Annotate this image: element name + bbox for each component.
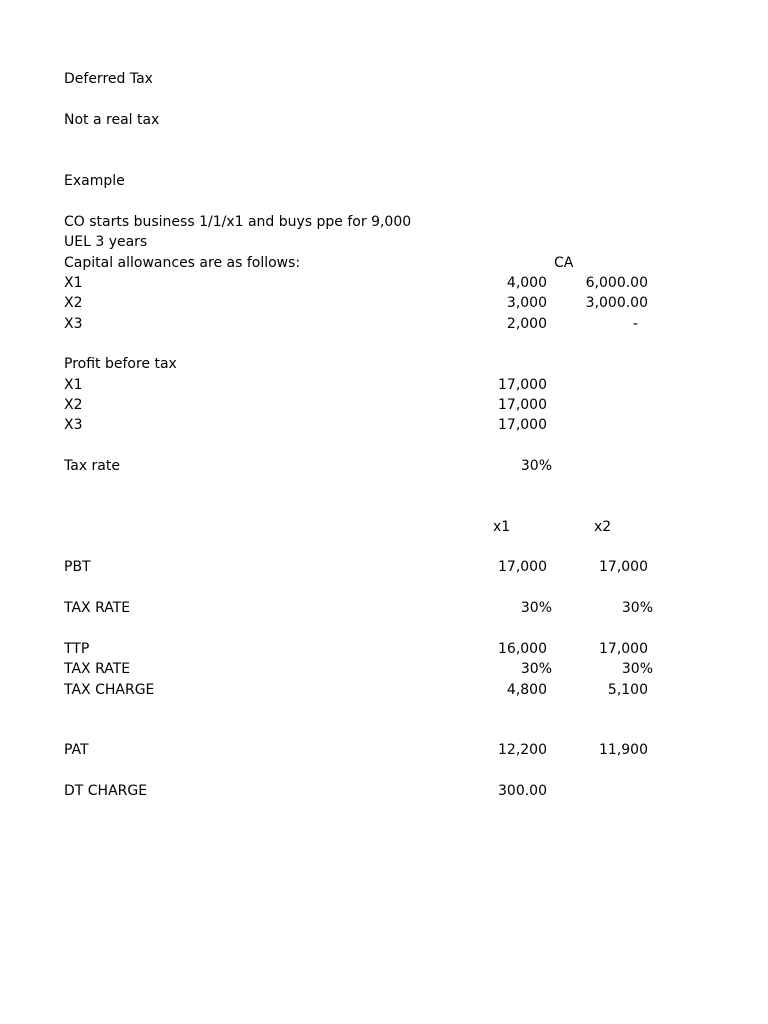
- pbt-x1: 17,000: [498, 559, 547, 575]
- profit-value: 17,000: [498, 417, 547, 433]
- profit-year: X1: [64, 377, 83, 393]
- scenario-line-1: CO starts business 1/1/x1 and buys ppe for 9,000: [64, 214, 412, 230]
- example-heading: Example: [64, 173, 125, 189]
- dt-charge-label: DT CHARGE: [64, 783, 148, 799]
- tax-charge-x1: 4,800: [506, 682, 547, 698]
- allowance-ca: 6,000.00: [585, 275, 648, 291]
- tax-rate-row-label: TAX RATE: [64, 661, 131, 677]
- profit-year: X2: [64, 397, 83, 413]
- note-text: Not a real tax: [64, 112, 160, 128]
- allowance-value: 4,000: [506, 275, 547, 291]
- tax-rate-value: 30%: [520, 458, 552, 474]
- tax-rate-label: Tax rate: [64, 458, 120, 474]
- allowance-year: X1: [64, 275, 83, 291]
- ttp-x1: 16,000: [498, 641, 547, 657]
- tax-rate-row-x2: 30%: [621, 661, 653, 677]
- tax-charge-label: TAX CHARGE: [64, 682, 155, 698]
- page-title: Deferred Tax: [64, 71, 153, 87]
- pat-x1: 12,200: [498, 742, 547, 758]
- ttp-label: TTP: [64, 641, 90, 657]
- scenario-line-3: Capital allowances are as follows:: [64, 255, 301, 271]
- pbt-x2: 17,000: [599, 559, 648, 575]
- tax-rate-row-x1: 30%: [520, 600, 552, 616]
- allowance-year: X3: [64, 316, 83, 332]
- scenario-line-2: UEL 3 years: [64, 234, 148, 250]
- ttp-x2: 17,000: [599, 641, 648, 657]
- column-header-x2: x2: [594, 519, 612, 535]
- profit-heading: Profit before tax: [64, 356, 177, 372]
- profit-value: 17,000: [498, 377, 547, 393]
- pbt-label: PBT: [64, 559, 91, 575]
- column-header-x1: x1: [493, 519, 511, 535]
- tax-rate-row-x1: 30%: [520, 661, 552, 677]
- pat-label: PAT: [64, 742, 89, 758]
- profit-year: X3: [64, 417, 83, 433]
- allowance-ca: 3,000.00: [585, 295, 648, 311]
- tax-rate-row-x2: 30%: [621, 600, 653, 616]
- allowance-value: 3,000: [506, 295, 547, 311]
- ca-header: CA: [554, 255, 574, 271]
- allowance-value: 2,000: [506, 316, 547, 332]
- allowance-ca: -: [632, 316, 638, 332]
- allowance-year: X2: [64, 295, 83, 311]
- tax-rate-row-label: TAX RATE: [64, 600, 131, 616]
- profit-value: 17,000: [498, 397, 547, 413]
- dt-charge-x1: 300.00: [498, 783, 547, 799]
- tax-charge-x2: 5,100: [607, 682, 648, 698]
- pat-x2: 11,900: [599, 742, 648, 758]
